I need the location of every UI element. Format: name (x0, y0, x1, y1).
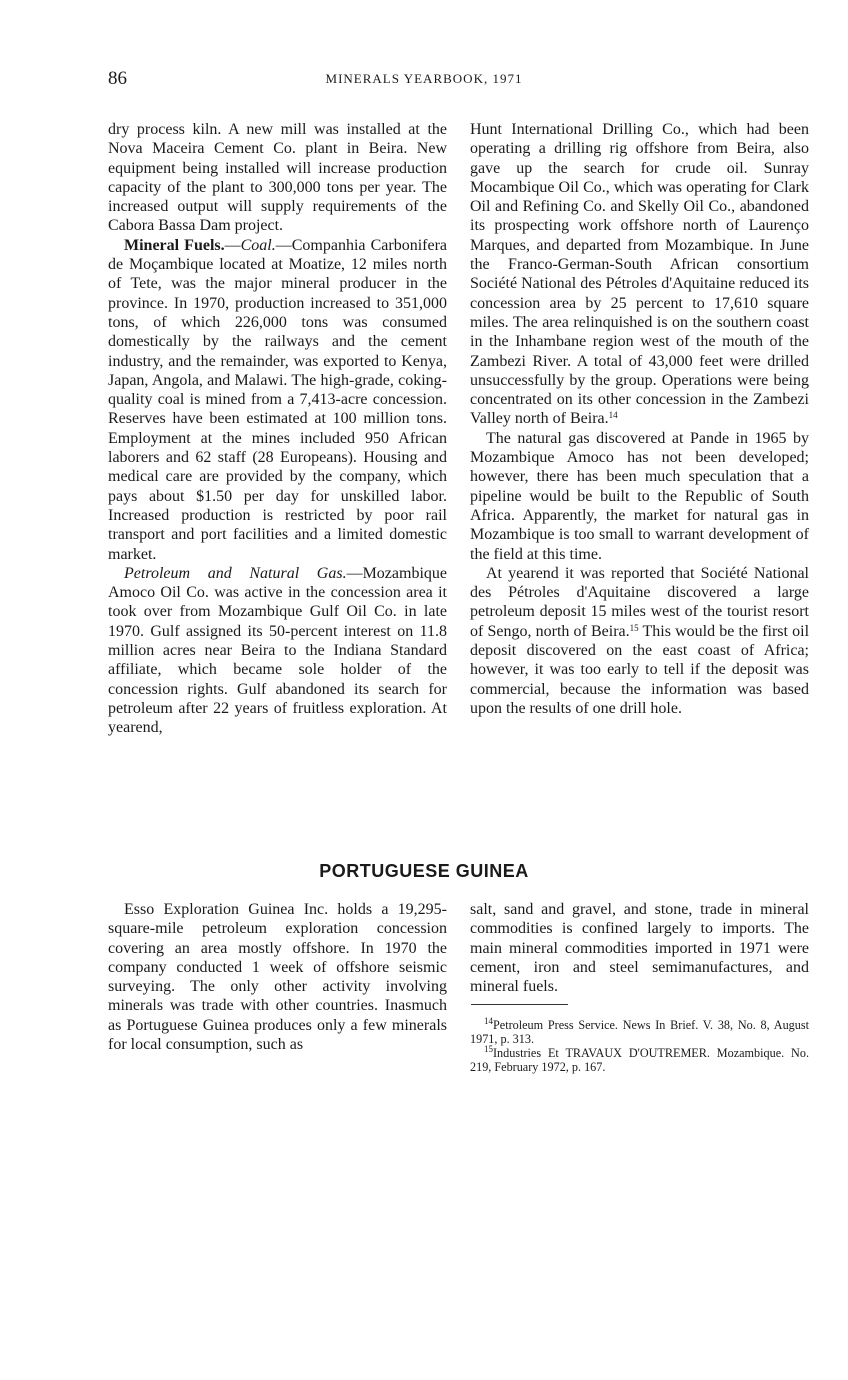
paragraph-imports: salt, sand and gravel, and stone, trade in mineral commodities is confined largely to imports. The main mineral commodities imported in 1971 were cement, iron and steel semimanufactures, and mineral fuels. (470, 901, 809, 996)
heading-mineral-fuels: Mineral Fuels. (124, 236, 225, 254)
paragraph-mineral-fuels: Mineral Fuels.—Coal.—Companhia Carbonifera de Moçambique located at Moatize, 12 miles north of Tete, was the major mineral producer in the province. In 1970, production increased to 351,000 tons, of which 226,000 tons was consumed domestically by the railways and the cement industry, and the remainder, was exported to Kenya, Japan, Angola, and Malawi. The high-grade, coking-quality coal is mined from a 7,413-acre concession. Reserves have been estimated at 100 million tons. Employment at the mines included 950 African laborers and 62 staff (28 Europeans). Housing and medical care are provided by the company, which pays about $1.50 per day for unskilled labor. Increased production is restricted by poor rail transport and port facilities and a limited domestic market. (108, 236, 447, 563)
footnotes (470, 1018, 809, 1074)
column-top-right (470, 120, 809, 718)
footnote-text: Industries Et TRAVAUX D'OUTREMER. Mozambique. No. 219, February 1972, p. 167. (470, 1046, 809, 1074)
section-title: PORTUGUESE GUINEA (319, 861, 529, 881)
footnote-divider (471, 1004, 568, 1005)
footnote-15 (470, 1046, 809, 1074)
running-head: MINERALS YEARBOOK, 1971 (325, 71, 523, 86)
yearend-body-a: At yearend it was reported that Société National des Pétroles d'Aquitaine discovered a large petroleum deposit 15 miles west of the tourist resort of Sengo, north of Beira. (470, 564, 809, 640)
paragraph-petroleum: Petroleum and Natural Gas.—Mozambique Amoco Oil Co. was active in the concession area it took over from Mozambique Gulf Oil Co. in late 1970. Gulf assigned its 50-percent interest on 11.8 million acres near Beira to the Indiana Standard affiliate, which became sole holder of the concession rights. Gulf abandoned its search for petroleum after 22 years of fruitless exploration. At yearend, (108, 564, 447, 737)
paragraph-natural-gas: The natural gas discovered at Pande in 1965 by Mozambique Amoco has not been developed; however, there has been much speculation that a pipeline would be built to the Republic of South Africa. Apparently, the market for natural gas in Mozambique is too small to warrant development of the field at this time. (470, 429, 809, 563)
footnote-ref-15: 15 (629, 622, 639, 633)
subheading-coal: Coal. (240, 236, 276, 254)
footnote-14 (470, 1018, 809, 1046)
subheading-petroleum: Petroleum and Natural Gas. (124, 564, 347, 582)
footnote-number: 15 (484, 1044, 493, 1054)
page-number: 86 (108, 68, 127, 89)
paragraph-esso: Esso Exploration Guinea Inc. holds a 19,295-square-mile petroleum exploration concession covering an area mostly offshore. In 1970 the company conducted 1 week of offshore seismic surveying. The only other activity involving minerals was trade with other countries. Inasmuch as Portuguese Guinea produces only a few minerals for local consumption, such as (108, 901, 447, 1054)
column-bottom-left (108, 900, 447, 1054)
petroleum-body: Mozambique Amoco Oil Co. was active in the concession area it took over from Mozambique Gulf Oil Co. in late 1970. Gulf assigned its 50-percent interest on 11.8 million acres near Beira to the Indiana Standard affiliate, which became sole holder of the concession rights. Gulf abandoned its search for petroleum after 22 years of fruitless exploration. At yearend, (108, 564, 447, 737)
coal-body: Companhia Carbonifera de Moçambique located at Moatize, 12 miles north of Tete, was the major mineral producer in the province. In 1970, production increased to 351,000 tons, of which 226,000 tons was consumed domestically by the railways and the cement industry, and the remainder, was exported to Kenya, Japan, Angola, and Malawi. The high-grade, coking-quality coal is mined from a 7,413-acre concession. Reserves have been estimated at 100 million tons. Employment at the mines included 950 African laborers and 62 staff (28 Europeans). Housing and medical care are provided by the company, which pays about $1.50 per day for unskilled labor. Increased production is restricted by poor rail transport and port facilities and a limited domestic market. (108, 236, 447, 563)
paragraph-kiln: dry process kiln. A new mill was installed at the Nova Maceira Cement Co. plant in Beira. New equipment being installed will increase production capacity of the plant to 300,000 tons per year. The increased output will supply requirements of the Cabora Bassa Dam project. (108, 121, 447, 235)
column-top-left (108, 120, 447, 738)
footnote-number: 14 (484, 1016, 493, 1026)
yearend-body-b: This would be the first oil deposit discovered on the east coast of Africa; however, it was too early to tell if the deposit was commercial, because the information was based upon the results of one drill hole. (470, 622, 810, 717)
footnote-ref-14: 14 (608, 410, 618, 421)
paragraph-yearend-discovery (470, 564, 809, 718)
hunt-drilling-body: Hunt International Drilling Co., which had been operating a drilling rig offshore from Beira, also gave up the search for crude oil. Sunray Mocambique Oil Co., which was operating for Clark Oil and Refining Co. and Skelly Oil Co., abandoned its prospecting work offshore north of Laurenço Marques, and departed from Mozambique. In June the Franco-German-South African consortium Société National des Pétroles d'Aquitaine reduced its concession area by 25 percent to 17,610 square miles. The area relinquished is on the southern coast in the Inhambane region west of the mouth of the Zambezi River. A total of 43,000 feet were drilled unsuccessfully by the group. Operations were being concentrated on its other concession in the Zambezi Valley north of Beira. (470, 121, 809, 428)
column-bottom-right (470, 900, 809, 996)
paragraph-hunt-drilling (470, 120, 809, 429)
footnote-text: Petroleum Press Service. News In Brief. V. 38, No. 8, August 1971, p. 313. (470, 1018, 809, 1046)
